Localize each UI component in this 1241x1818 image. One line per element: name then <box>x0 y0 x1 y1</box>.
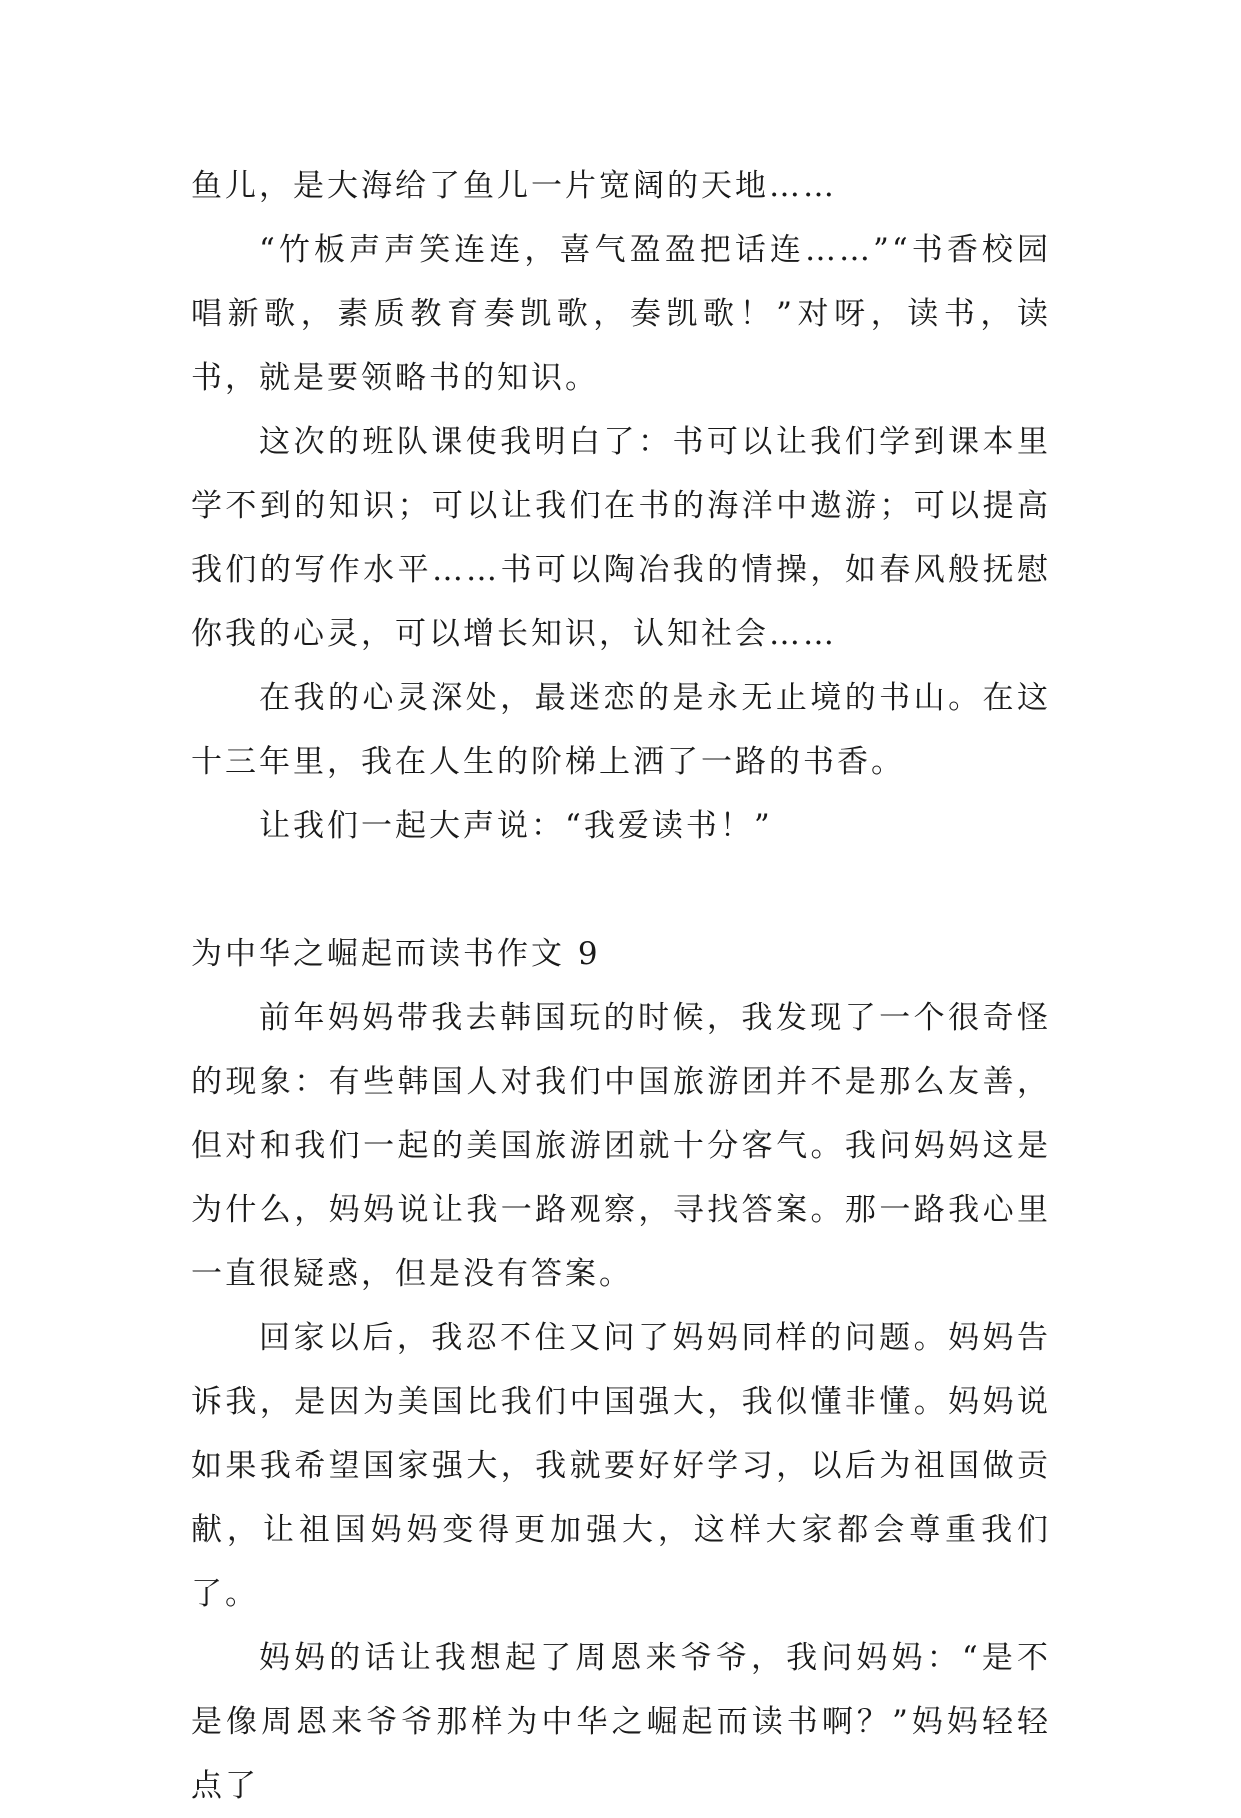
document-body <box>191 154 1051 1818</box>
paragraph-continuation: 鱼儿，是大海给了鱼儿一片宽阔的天地…… <box>191 168 837 204</box>
paragraph-class-lesson: 这次的班队课使我明白了：书可以让我们学到课本里学不到的知识；可以让我们在书的海洋中遨游；可以提高我们的写作水平……书可以陶冶我的情操，如春风般抚慰你我的心灵，可以增长知识，认知社会…… <box>191 424 1051 652</box>
paragraph-back-home: 回家以后，我忍不住又问了妈妈同样的问题。妈妈告诉我，是因为美国比我们中国强大，我似懂非懂。妈妈说如果我希望国家强大，我就要好好学习，以后为祖国做贡献，让祖国妈妈变得更加强大，这样大家都会尊重我们了。 <box>191 1320 1051 1612</box>
paragraph-zhou-enlai: 妈妈的话让我想起了周恩来爷爷，我问妈妈：“是不是像周恩来爷爷那样为中华之崛起而读书啊？”妈妈轻轻点了 <box>191 1640 1051 1804</box>
paragraph-bamboo-clapper: “竹板声声笑连连，喜气盈盈把话连……”“书香校园唱新歌，素质教育奏凯歌，奏凯歌！”对呀，读书，读书，就是要领略书的知识。 <box>191 232 1051 396</box>
section-title: 为中华之崛起而读书作文 9 <box>191 936 601 972</box>
paragraph-love-reading: 让我们一起大声说：“我爱读书！” <box>259 808 773 844</box>
paragraph-heart-depth: 在我的心灵深处，最迷恋的是永无止境的书山。在这十三年里，我在人生的阶梯上洒了一路的书香。 <box>191 680 1051 780</box>
section-spacer <box>191 858 1051 922</box>
paragraph-korea-trip: 前年妈妈带我去韩国玩的时候，我发现了一个很奇怪的现象：有些韩国人对我们中国旅游团并不是那么友善，但对和我们一起的美国旅游团就十分客气。我问妈妈这是为什么，妈妈说让我一路观察，寻找答案。那一路我心里一直很疑惑，但是没有答案。 <box>191 1000 1051 1292</box>
